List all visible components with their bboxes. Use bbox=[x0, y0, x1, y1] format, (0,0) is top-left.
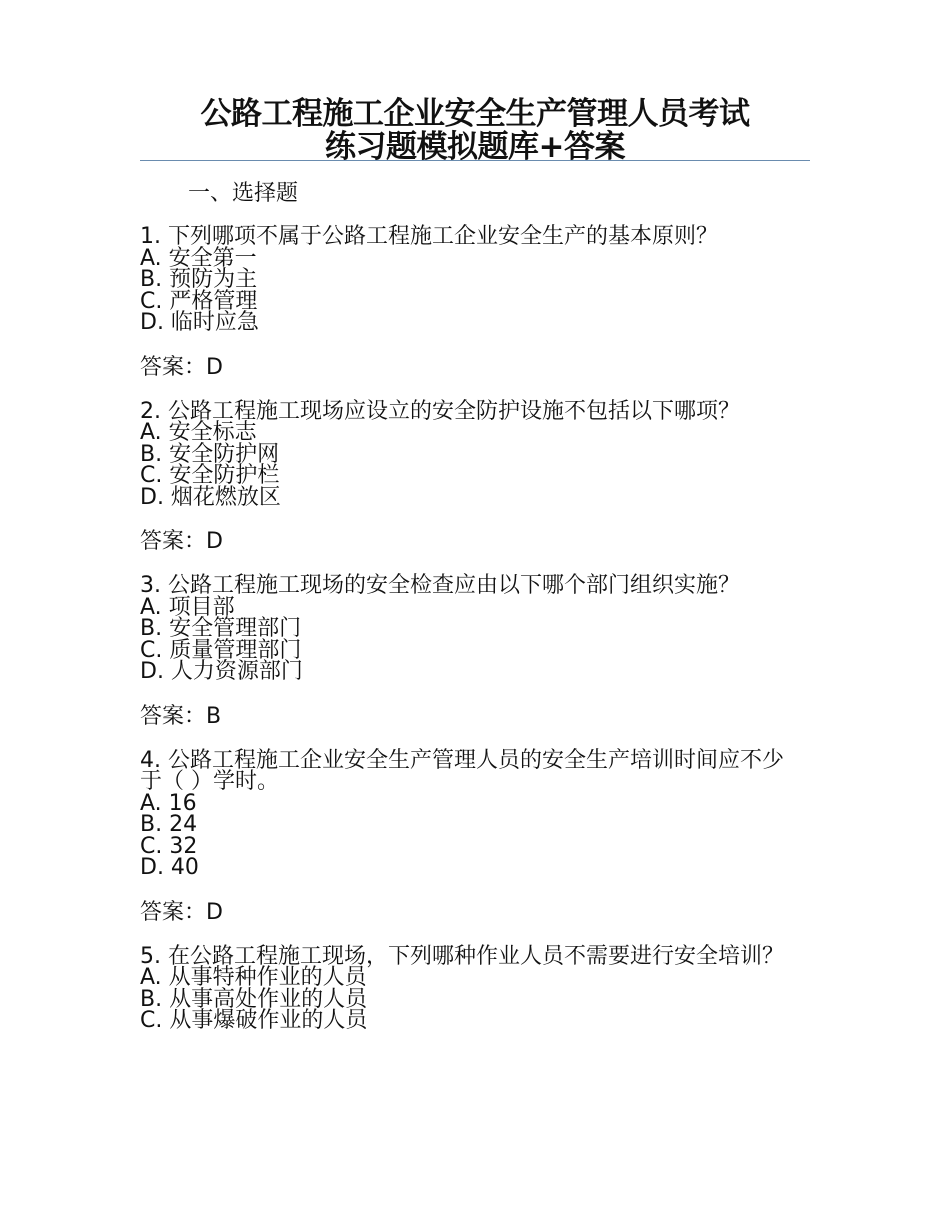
question-text: 2. 公路工程施工现场应设立的安全防护设施不包括以下哪项？ bbox=[140, 398, 740, 424]
option-a: A. 安全标志 bbox=[140, 420, 257, 445]
option-list bbox=[140, 245, 800, 335]
option-c: C. 32 bbox=[140, 833, 198, 859]
answer: 答案：D bbox=[140, 354, 223, 380]
answer: 答案：D bbox=[140, 529, 223, 554]
option-d: D. 40 bbox=[140, 855, 199, 880]
option-c: C. 从事爆破作业的人员 bbox=[140, 1008, 368, 1033]
question-text: 3. 公路工程施工现场的安全检查应由以下哪个部门组织实施？ bbox=[140, 573, 740, 598]
option-b: B. 24 bbox=[140, 812, 198, 837]
title-line-2: 练习题模拟题库+答案 bbox=[325, 129, 625, 165]
option-list bbox=[140, 967, 800, 1032]
option-d: D. 临时应急 bbox=[140, 310, 259, 335]
question-2 bbox=[140, 398, 800, 556]
option-b: B. 预防为主 bbox=[140, 267, 258, 292]
option-c: C. 安全防护栏 bbox=[140, 463, 280, 488]
option-b: B. 安全管理部门 bbox=[140, 616, 302, 641]
option-c: C. 质量管理部门 bbox=[140, 637, 302, 663]
question-4 bbox=[140, 747, 800, 926]
answer: 答案：D bbox=[140, 899, 223, 925]
question-3 bbox=[140, 575, 800, 730]
question-1 bbox=[140, 226, 800, 381]
title-underline bbox=[140, 160, 810, 161]
option-d: D. 人力资源部门 bbox=[140, 659, 303, 684]
question-text: 1. 下列哪项不属于公路工程施工企业安全生产的基本原则？ bbox=[140, 224, 718, 249]
option-list bbox=[140, 790, 800, 880]
option-list bbox=[140, 422, 800, 508]
option-a: A. 安全第一 bbox=[140, 245, 257, 271]
option-a: A. 16 bbox=[140, 790, 197, 816]
title-line-1: 公路工程施工企业安全生产管理人员考试 bbox=[200, 96, 750, 132]
question-text: 4. 公路工程施工企业安全生产管理人员的安全生产培训时间应不少于（ ）学时。 bbox=[140, 747, 784, 794]
option-d: D. 烟花燃放区 bbox=[140, 484, 281, 510]
option-a: A. 从事特种作业的人员 bbox=[140, 965, 367, 990]
question-list bbox=[140, 226, 800, 1032]
option-b: B. 从事高处作业的人员 bbox=[140, 986, 368, 1012]
document-title bbox=[140, 98, 810, 164]
question-text: 5. 在公路工程施工现场，下列哪种作业人员不需要进行安全培训？ bbox=[140, 943, 784, 969]
option-list bbox=[140, 594, 800, 684]
question-5 bbox=[140, 943, 800, 1033]
answer: 答案：B bbox=[140, 703, 222, 729]
option-c: C. 严格管理 bbox=[140, 288, 258, 314]
option-b: B. 安全防护网 bbox=[140, 441, 280, 467]
section-heading: 一、选择题 bbox=[188, 181, 299, 206]
option-a: A. 项目部 bbox=[140, 594, 235, 620]
